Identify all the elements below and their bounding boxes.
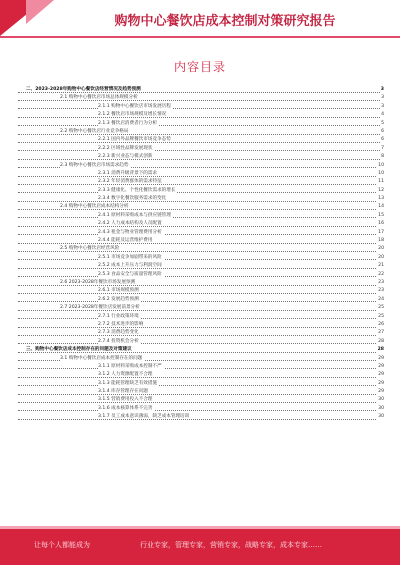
toc-entry-page: 6	[380, 128, 384, 136]
toc-entry-label: 3.1.3 能耗管理缺乏有效措施	[98, 380, 158, 386]
toc-entry[interactable]	[18, 355, 384, 363]
toc-entry-label: 2.5.2 成本上升压力与利润空间	[98, 263, 162, 269]
toc-entry[interactable]	[18, 229, 384, 237]
toc-entry[interactable]	[18, 338, 384, 346]
toc-leader-dots	[18, 117, 380, 118]
toc-leader-dots	[18, 142, 380, 143]
toc-entry-page: 29	[377, 388, 384, 396]
toc-entry[interactable]	[18, 346, 384, 354]
toc-entry-page: 16	[377, 220, 384, 228]
toc-entry-label: 2.7.3 消费趋势变化	[98, 330, 139, 336]
toc-entry[interactable]	[18, 178, 384, 186]
toc-entry-label: 2.2 购物中心餐饮店行业竞争格局	[60, 128, 129, 134]
toc-entry-page: 13	[377, 195, 384, 203]
toc-entry-label: 3.1.5 营销费用投入不合理	[98, 397, 153, 403]
toc-entry-page: 30	[377, 413, 384, 421]
toc-entry-label: 三、购物中心餐饮店成本控制存在的问题及对策建议	[26, 347, 132, 353]
toc-entry-label: 2.2.2 区域性品牌发展现状	[98, 145, 153, 151]
toc-entry[interactable]	[18, 111, 384, 119]
toc-entry-label: 2.4.4 能耗及运营维护费用	[98, 238, 153, 244]
toc-entry-label: 2.7.1 行业政策环境	[98, 313, 139, 319]
toc-entry[interactable]	[18, 329, 384, 337]
toc-entry-label: 2.1.3 餐饮店消费者行为分析	[98, 120, 158, 126]
toc-entry-page: 29	[377, 371, 384, 379]
toc-entry-label: 3.1.2 人力资源配置不合理	[98, 372, 153, 378]
toc-entry[interactable]	[18, 254, 384, 262]
toc-entry-label: 2.2.3 新兴业态与模式创新	[98, 154, 153, 160]
toc-entry[interactable]	[18, 153, 384, 161]
toc-entry-page: 3	[380, 94, 384, 102]
toc-entry[interactable]	[18, 396, 384, 404]
toc-entry-page: 26	[377, 321, 384, 329]
toc-entry-label: 2.7 2023-2028年餐饮店发展前景分析	[60, 305, 140, 311]
toc-leader-dots	[18, 251, 380, 252]
toc-leader-dots	[18, 184, 380, 185]
toc-leader-dots	[18, 226, 380, 227]
toc-entry-label: 2.6 2023-2028年餐饮市场发展预测	[60, 279, 136, 285]
toc-entry-label: 2.3.2 年轻消费群体的需求特征	[98, 179, 162, 185]
toc-leader-dots	[18, 243, 380, 244]
toc-entry-label: 2.3 购物中心餐饮店市场需求趋势	[60, 162, 129, 168]
footer-banner	[0, 526, 400, 565]
toc-entry[interactable]	[18, 287, 384, 295]
toc-leader-dots	[18, 335, 380, 336]
toc-entry-label: 2.3.1 消费升级背景下的需求	[98, 170, 158, 176]
header-banner	[0, 0, 400, 38]
toc-entry-page: 29	[377, 363, 384, 371]
footer-accent-bar	[0, 526, 400, 529]
toc-leader-dots	[18, 293, 380, 294]
toc-entry[interactable]	[18, 371, 384, 379]
toc-entry[interactable]	[18, 321, 384, 329]
toc-entry-page: 10	[377, 170, 384, 178]
toc-entry-label: 2.1 购物中心餐饮店市场总体规模分析	[60, 95, 138, 101]
toc-leader-dots	[18, 125, 380, 126]
toc-entry-label: 2.7.4 投资机会分析	[98, 338, 139, 344]
toc-entry-page: 10	[377, 162, 384, 170]
toc-entry[interactable]	[18, 170, 384, 178]
toc-entry-page: 23	[377, 287, 384, 295]
toc-leader-dots	[18, 108, 380, 109]
footer-slogan-right: 行业专家，管理专家，营销专家，战略专家，成本专家……	[140, 541, 322, 549]
toc-entry[interactable]	[18, 262, 384, 270]
toc-entry-label: 2.5.3 食品安全与质量管理风险	[98, 271, 162, 277]
table-of-contents	[18, 86, 384, 422]
toc-entry-label: 3.1.1 原材料采购成本控制不严	[98, 363, 162, 369]
toc-entry-label: 2.4 购物中心餐饮店成本结构分析	[60, 204, 129, 210]
toc-entry-label: 2.4.2 人力成本结构及人员配置	[98, 221, 162, 227]
toc-leader-dots	[18, 377, 380, 378]
toc-entry-label: 2.1.2 餐饮店市场规模及增长情况	[98, 112, 167, 118]
toc-leader-dots	[18, 327, 380, 328]
toc-entry[interactable]	[18, 271, 384, 279]
toc-entry-page: 30	[377, 396, 384, 404]
toc-entry-page: 23	[377, 279, 384, 287]
toc-leader-dots	[18, 276, 380, 277]
toc-leader-dots	[18, 402, 380, 403]
toc-entry[interactable]	[18, 388, 384, 396]
toc-entry-page: 14	[377, 203, 384, 211]
toc-entry-page: 4	[380, 111, 384, 119]
toc-leader-dots	[18, 268, 380, 269]
toc-entry-label: 2.1.1 购物中心餐饮店市场发展历程	[98, 103, 171, 109]
header-corner-accent	[26, 0, 54, 24]
toc-leader-dots	[18, 150, 380, 151]
toc-entry-page: 11	[377, 178, 384, 186]
toc-entry-page: 5	[380, 120, 384, 128]
toc-entry-label: 3.1 购物中心餐饮店成本控制存在的问题	[60, 355, 143, 361]
toc-leader-dots	[18, 394, 380, 395]
toc-entry-page: 30	[377, 405, 384, 413]
toc-entry[interactable]	[18, 195, 384, 203]
toc-entry[interactable]	[18, 187, 384, 195]
toc-entry[interactable]	[18, 86, 384, 94]
toc-entry-page: 25	[377, 313, 384, 321]
toc-entry-page: 21	[377, 262, 384, 270]
toc-entry[interactable]	[18, 413, 384, 421]
toc-leader-dots	[18, 192, 380, 193]
toc-entry-label: 2.4.1 原材料采购成本与供应链管理	[98, 212, 171, 218]
toc-entry-label: 2.4.3 租金与物业管理费用分析	[98, 229, 162, 235]
toc-leader-dots	[18, 385, 380, 386]
footer-slogan-left: 让每个人都能成为	[34, 541, 90, 549]
toc-leader-dots	[18, 368, 380, 369]
toc-entry-label: 2.3.4 数字化餐饮服务需求的变化	[98, 196, 167, 202]
toc-entry-label: 3.1.6 成本核算体系不完善	[98, 405, 153, 411]
toc-entry[interactable]	[18, 120, 384, 128]
toc-entry-page: 3	[380, 86, 384, 94]
toc-entry[interactable]	[18, 145, 384, 153]
toc-leader-dots	[18, 259, 380, 260]
toc-entry-page: 25	[377, 304, 384, 312]
toc-entry-page: 7	[380, 145, 384, 153]
toc-entry-page: 28	[377, 338, 384, 346]
toc-entry-label: 3.1.4 库存管理存在问题	[98, 389, 148, 395]
toc-entry[interactable]	[18, 103, 384, 111]
toc-entry-page: 22	[377, 271, 384, 279]
toc-entry-label: 二、2023-2028年购物中心餐饮店经营情况及趋势预测	[26, 87, 141, 92]
toc-entry-label: 2.6.2 发展趋势预测	[98, 296, 139, 302]
toc-leader-dots	[18, 419, 380, 420]
toc-entry-page: 6	[380, 136, 384, 144]
toc-entry-label: 2.2.1 国内外品牌餐饮市场竞争态势	[98, 137, 171, 143]
toc-entry-page: 12	[377, 187, 384, 195]
toc-entry[interactable]	[18, 296, 384, 304]
toc-entry[interactable]	[18, 405, 384, 413]
toc-entry-page: 15	[377, 212, 384, 220]
toc-entry-label: 2.5 购物中心餐饮店经营风险	[60, 246, 120, 252]
toc-leader-dots	[18, 343, 380, 344]
toc-leader-dots	[18, 159, 380, 160]
toc-entry[interactable]	[18, 279, 384, 287]
toc-entry-page: 29	[377, 355, 384, 363]
toc-entry[interactable]	[18, 304, 384, 312]
toc-entry-label: 2.7.2 技术进步的影响	[98, 321, 144, 327]
toc-entry-page: 8	[380, 153, 384, 161]
toc-entry[interactable]	[18, 203, 384, 211]
toc-entry-page: 29	[377, 380, 384, 388]
toc-entry-page: 27	[377, 329, 384, 337]
toc-entry-page: 28	[377, 346, 384, 354]
toc-entry[interactable]	[18, 245, 384, 253]
toc-entry-label: 3.1.7 员工成本意识薄弱，缺乏成本管理培训	[98, 414, 190, 420]
toc-entry-page: 24	[377, 296, 384, 304]
toc-entry[interactable]	[18, 128, 384, 136]
toc-entry[interactable]	[18, 380, 384, 388]
toc-entry[interactable]	[18, 237, 384, 245]
document-title: 购物中心餐饮店成本控制对策研究报告	[114, 14, 336, 29]
toc-entry-label: 2.5.1 市场竞争加剧带来的风险	[98, 254, 162, 260]
toc-entry-page: 17	[377, 229, 384, 237]
toc-entry[interactable]	[18, 313, 384, 321]
toc-entry-page: 20	[377, 245, 384, 253]
toc-leader-dots	[18, 209, 380, 210]
toc-leader-dots	[18, 301, 380, 302]
toc-entry[interactable]	[18, 94, 384, 102]
toc-entry[interactable]	[18, 136, 384, 144]
toc-leader-dots	[18, 201, 380, 202]
toc-entry-page: 18	[377, 237, 384, 245]
toc-leader-dots	[18, 318, 380, 319]
toc-entry-label: 2.6.1 市场规模预测	[98, 288, 139, 294]
toc-leader-dots	[18, 100, 380, 101]
toc-entry[interactable]	[18, 162, 384, 170]
toc-entry-page: 20	[377, 254, 384, 262]
toc-entry[interactable]	[18, 363, 384, 371]
toc-leader-dots	[18, 217, 380, 218]
toc-entry-page: 3	[380, 103, 384, 111]
page-title: 内容目录	[173, 60, 226, 74]
toc-entry[interactable]	[18, 212, 384, 220]
toc-leader-dots	[18, 410, 380, 411]
toc-entry[interactable]	[18, 220, 384, 228]
toc-leader-dots	[18, 234, 380, 235]
toc-entry-label: 2.3.3 健康化、个性化餐饮需求的增长	[98, 187, 176, 193]
toc-leader-dots	[18, 176, 380, 177]
